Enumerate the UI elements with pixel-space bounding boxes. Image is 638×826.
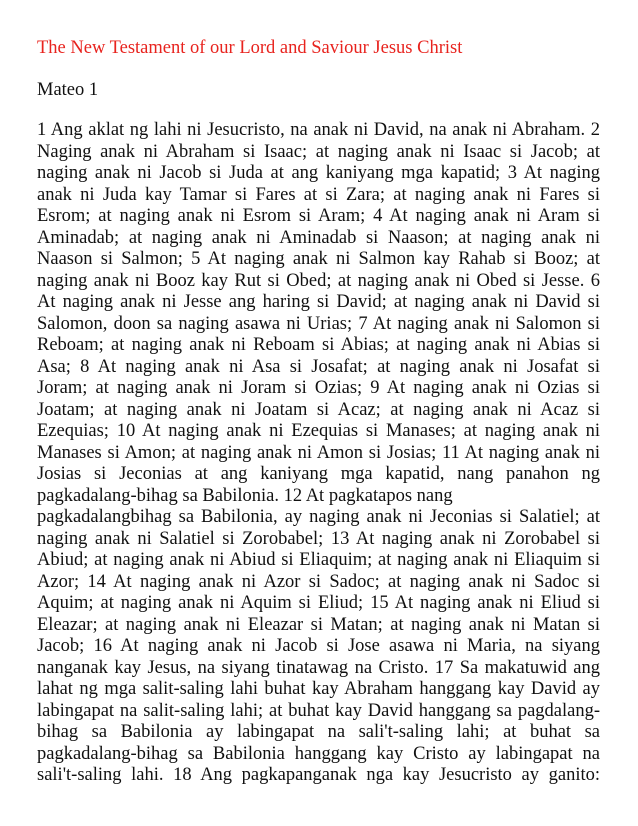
text-line: sali't-saling lahi. 18 Ang pagkapanganak nga kay Jesucristo ay ganito: <box>37 765 600 785</box>
text-line: nanganak kay Jesus, na siyang tinatawag na Cristo. 17 Sa makatuwid ang <box>37 657 600 678</box>
text-line: Josias si Jeconias at ang kaniyang mga kapatid, nang panahon ng <box>37 464 600 484</box>
text-line: Naging anak ni Abraham si Isaac; at naging anak ni Isaac si Jacob; at <box>37 141 600 162</box>
text-line: bihag sa Babilonia ay labingapat na sali't-saling lahi; at buhat sa <box>37 722 600 742</box>
text-line: Reboam; at naging anak ni Reboam si Abias; at naging anak ni Abias si <box>37 335 600 355</box>
text-line: Aquim; at naging anak ni Aquim si Eliud; 15 At naging anak ni Eliud si <box>37 593 600 613</box>
text-line: Naason si Salmon; 5 At naging anak ni Salmon kay Rahab si Booz; at <box>37 249 600 269</box>
text-line: Jacob; 16 At naging anak ni Jacob si Jose asawa ni Maria, na siyang <box>37 636 600 656</box>
text-line: Aminadab; at naging anak ni Aminadab si Naason; at naging anak ni <box>37 227 600 248</box>
text-line: lahat ng mga salit-saling lahi buhat kay Abraham hanggang kay David ay <box>37 679 600 699</box>
document-title: The New Testament of our Lord and Saviour Jesus Christ <box>37 38 463 58</box>
text-line: Joram; at naging anak ni Joram si Ozias; 9 At naging anak ni Ozias si <box>37 378 600 398</box>
text-line: anak ni Juda kay Tamar si Fares at si Zara; at naging anak ni Fares si <box>37 184 600 205</box>
text-line: Asa; 8 At naging anak ni Asa si Josafat; at naging anak ni Josafat si <box>37 356 600 377</box>
text-line: Esrom; at naging anak ni Esrom si Aram; 4 At naging anak ni Aram si <box>37 206 600 226</box>
text-line: pagkadalang-bihag sa Babilonia hanggang kay Cristo ay labingapat na <box>37 743 600 764</box>
text-line: Eleazar; at naging anak ni Eleazar si Matan; at naging anak ni Matan si <box>37 614 600 635</box>
text-line: pagkadalangbihag sa Babilonia, ay naging anak ni Jeconias si Salatiel; at <box>37 507 600 527</box>
text-line: Joatam; at naging anak ni Joatam si Acaz; at naging anak ni Acaz si <box>37 399 600 420</box>
text-line: labingapat na salit-saling lahi; at buhat kay David hanggang sa pagdalang- <box>37 700 600 721</box>
chapter-heading: Mateo 1 <box>37 80 99 100</box>
text-line: At naging anak ni Jesse ang haring si David; at naging anak ni David si <box>37 292 600 312</box>
chapter-body <box>37 120 600 787</box>
text-line: naging anak ni Salatiel si Zorobabel; 13 At naging anak ni Zorobabel si <box>37 528 600 549</box>
text-line: Abiud; at naging anak ni Abiud si Eliaquim; at naging anak ni Eliaquim si <box>37 550 600 570</box>
text-line: Manases si Amon; at naging anak ni Amon si Josias; 11 At naging anak ni <box>37 442 600 463</box>
text-line: Ezequias; 10 At naging anak ni Ezequias si Manases; at naging anak ni <box>37 421 600 441</box>
text-line: naging anak ni Jacob si Juda at ang kaniyang mga kapatid; 3 At naging <box>37 163 600 183</box>
text-line: Salomon, doon sa naging asawa ni Urias; 7 At naging anak ni Salomon si <box>37 313 600 334</box>
text-line: naging anak ni Booz kay Rut si Obed; at naging anak ni Obed si Jesse. 6 <box>37 270 600 291</box>
text-line: pagkadalang-bihag sa Babilonia. 12 At pagkatapos nang <box>37 485 453 506</box>
text-line: 1 Ang aklat ng lahi ni Jesucristo, na anak ni David, na anak ni Abraham. 2 <box>37 120 600 140</box>
text-line: Azor; 14 At naging anak ni Azor si Sadoc; at naging anak ni Sadoc si <box>37 571 600 592</box>
